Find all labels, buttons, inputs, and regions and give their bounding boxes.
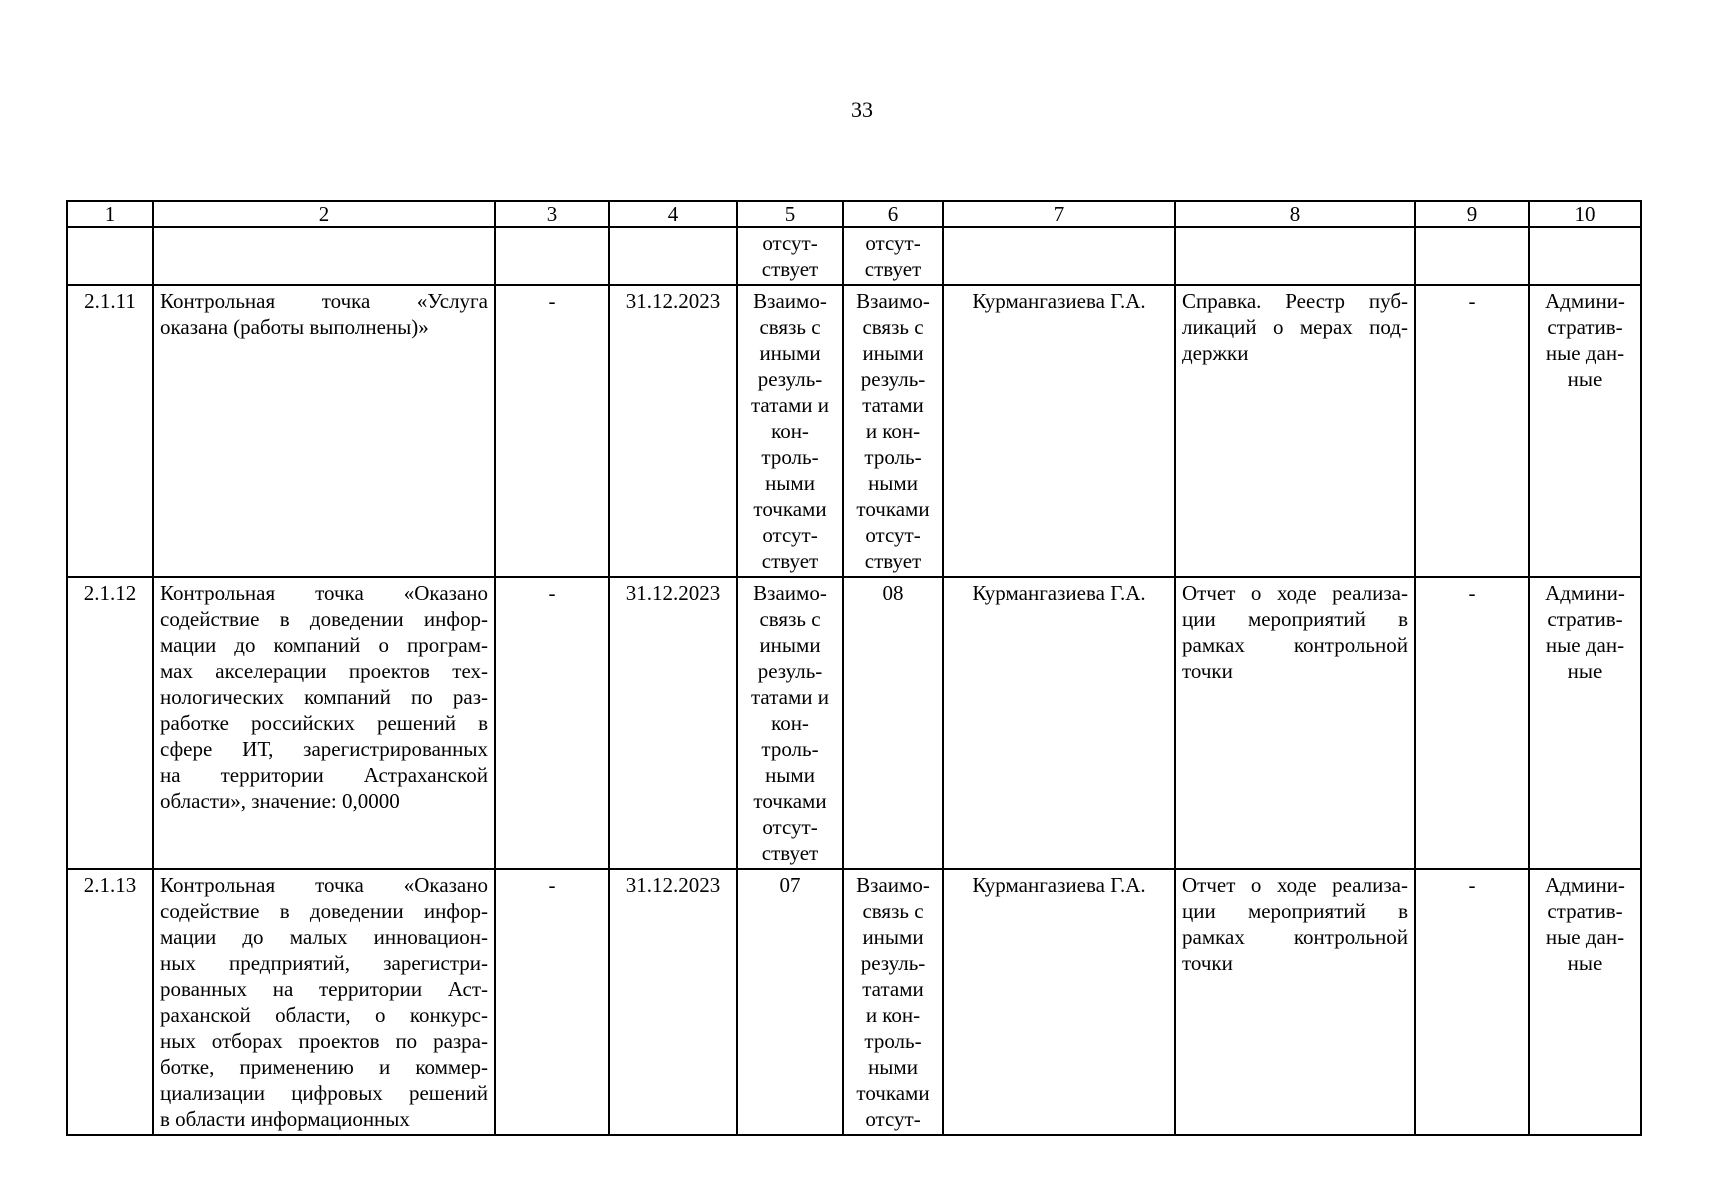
cell-line: ствует [761,549,819,573]
interrelation-cell [737,869,843,1135]
cell-line: оказана (работы выполнены)» [160,315,429,339]
cell-line: ных предприятий, зарегистри- [160,951,488,975]
table-row [67,869,1641,1135]
cell-line: ботке, применению и коммер- [160,1055,488,1079]
cell-line: Отчет о ходе реализа- [1182,873,1408,897]
interrelation-cell [843,869,943,1135]
cell-line: отсут- [762,523,818,547]
cell-line: ными [765,763,815,787]
cell-line: ликаций о мерах под- [1182,315,1408,339]
cell-line: на территории Астраханской [160,763,488,787]
interrelation-cell [737,285,843,577]
cell-line: Справка. Реестр пуб- [1182,289,1408,313]
interrelation-cell [737,577,843,869]
header-cell: 1 [67,201,153,227]
cell-line: точками [856,1081,930,1105]
header-cell: 8 [1175,201,1415,227]
cell-line: иными [862,925,924,949]
header-cell: 10 [1529,201,1641,227]
cell-line: рамках контрольной [1182,633,1408,657]
cell-line: иными [759,341,821,365]
header-cell: 3 [495,201,609,227]
row-number-cell: 2.1.13 [67,869,153,1135]
cell-line: связь с [759,315,821,339]
column-9-cell: - [1415,285,1529,577]
cell-line: стратив- [1547,607,1623,631]
cell-line: Админи- [1545,289,1625,313]
date-cell: 31.12.2023 [609,577,737,869]
cell-line: нологических компаний по раз- [160,685,488,709]
date-cell: 31.12.2023 [609,869,737,1135]
control-points-table [66,200,1642,1136]
cell-line: троль- [864,1029,922,1053]
cell-line: Взаимо- [753,289,827,313]
cell-line: отсут- [762,231,818,255]
column-9-cell: - [1415,869,1529,1135]
cell-line: ции мероприятий в [1182,899,1408,923]
cell-line: стратив- [1547,315,1623,339]
cell-line: резуль- [860,367,926,391]
document-cell [1175,285,1415,577]
cell-line: 07 [779,873,801,897]
cell-line: ные дан- [1545,341,1625,365]
cell-line: ные [1567,659,1603,683]
cell-line: содействие в доведении инфор- [160,607,488,631]
cell-line: точками [753,789,827,813]
responsible-cell: Курмангазиева Г.А. [943,869,1175,1135]
cell-line: Взаимо- [753,581,827,605]
header-cell: 7 [943,201,1175,227]
cell-line: татами и [751,393,829,417]
source-cell [1529,577,1641,869]
cell-line: ные дан- [1545,925,1625,949]
cell-line: Контрольная точка «Оказано [160,581,488,605]
cell-line: ствует [761,257,819,281]
interrelation-cell [843,285,943,577]
cell-line: связь с [862,899,924,923]
cell-line: ствует [761,841,819,865]
source-cell [1529,869,1641,1135]
table-row [67,285,1641,577]
interrelation-cell [843,577,943,869]
date-cell: 31.12.2023 [609,285,737,577]
cell-line: ных отборах проектов по разра- [160,1029,488,1053]
header-cell: 5 [737,201,843,227]
control-point-name-cell [153,285,495,577]
row-number-cell: 2.1.11 [67,285,153,577]
source-cell [1529,285,1641,577]
document-cell [1175,869,1415,1135]
table-cell [1415,227,1529,285]
continuation-row [67,227,1641,285]
header-row [67,201,1641,227]
cell-line: циализации цифровых решений [160,1081,488,1105]
cell-line: связь с [759,607,821,631]
header-cell: 9 [1415,201,1529,227]
cell-line: татами [862,977,924,1001]
cell-line: ные [1567,367,1603,391]
cell-line: троль- [761,737,819,761]
header-cell: 4 [609,201,737,227]
cell-line: Контрольная точка «Оказано [160,873,488,897]
cell-line: иными [862,341,924,365]
cell-line: Контрольная точка «Услуга [160,289,488,313]
control-point-name-cell [153,869,495,1135]
column-3-cell: - [495,577,609,869]
cell-line: Взаимо- [856,873,930,897]
cell-line: рованных на территории Аст- [160,977,488,1001]
cell-line: резуль- [757,659,823,683]
cell-line: Взаимо- [856,289,930,313]
cell-line: татами и [751,685,829,709]
header-cell: 6 [843,201,943,227]
cell-line: Админи- [1545,873,1625,897]
document-cell [1175,577,1415,869]
cell-line: мации до компаний о програм- [160,633,488,657]
table-cell [1529,227,1641,285]
control-point-name-cell [153,577,495,869]
cell-line: раханской области, о конкурс- [160,1003,488,1027]
cell-line: ными [765,471,815,495]
cell-line: ными [868,1055,918,1079]
cell-line: кон- [771,419,809,443]
cell-line: работке российских решений в [160,711,488,735]
cell-line: в области информационных [160,1107,410,1131]
cell-line: сфере ИТ, зарегистрированных [160,737,488,761]
table-cell [943,227,1175,285]
cell-line: отсут- [762,815,818,839]
cell-line: ные [1567,951,1603,975]
cell-line: мации до малых инновацион- [160,925,488,949]
cell-line: ными [868,471,918,495]
cell-line: ции мероприятий в [1182,607,1408,631]
responsible-cell: Курмангазиева Г.А. [943,285,1175,577]
cell-line: Отчет о ходе реализа- [1182,581,1408,605]
row-number-cell: 2.1.12 [67,577,153,869]
cell-line: рамках контрольной [1182,925,1408,949]
cell-line: троль- [761,445,819,469]
cell-line: отсут- [865,523,921,547]
cell-line: иными [759,633,821,657]
cell-line: и кон- [865,419,921,443]
cell-line: точками [856,497,930,521]
cell-line: татами [862,393,924,417]
cell-line: точками [753,497,827,521]
table-cell [1175,227,1415,285]
cell-line: резуль- [757,367,823,391]
cell-line: связь с [862,315,924,339]
table-cell [153,227,495,285]
cell-line: отсут- [865,231,921,255]
cell-line: стратив- [1547,899,1623,923]
interrelation-cell [737,227,843,285]
table-cell [495,227,609,285]
cell-line: Админи- [1545,581,1625,605]
column-9-cell: - [1415,577,1529,869]
cell-line: держки [1182,341,1249,365]
table-cell [609,227,737,285]
cell-line: ные дан- [1545,633,1625,657]
cell-line: отсут- [865,1107,921,1131]
cell-line: ствует [864,257,922,281]
cell-line: и кон- [865,1003,921,1027]
cell-line: области», значение: 0,0000 [160,789,400,813]
page-number: 33 [851,97,873,122]
cell-line: 08 [882,581,904,605]
cell-line: точки [1182,659,1233,683]
table-row [67,577,1641,869]
header-cell: 2 [153,201,495,227]
column-3-cell: - [495,285,609,577]
cell-line: мах акселерации проектов тех- [160,659,488,683]
cell-line: содействие в доведении инфор- [160,899,488,923]
cell-line: ствует [864,549,922,573]
responsible-cell: Курмангазиева Г.А. [943,577,1175,869]
cell-line: точки [1182,951,1233,975]
table-cell [67,227,153,285]
cell-line: резуль- [860,951,926,975]
cell-line: кон- [771,711,809,735]
cell-line: троль- [864,445,922,469]
interrelation-cell [843,227,943,285]
column-3-cell: - [495,869,609,1135]
